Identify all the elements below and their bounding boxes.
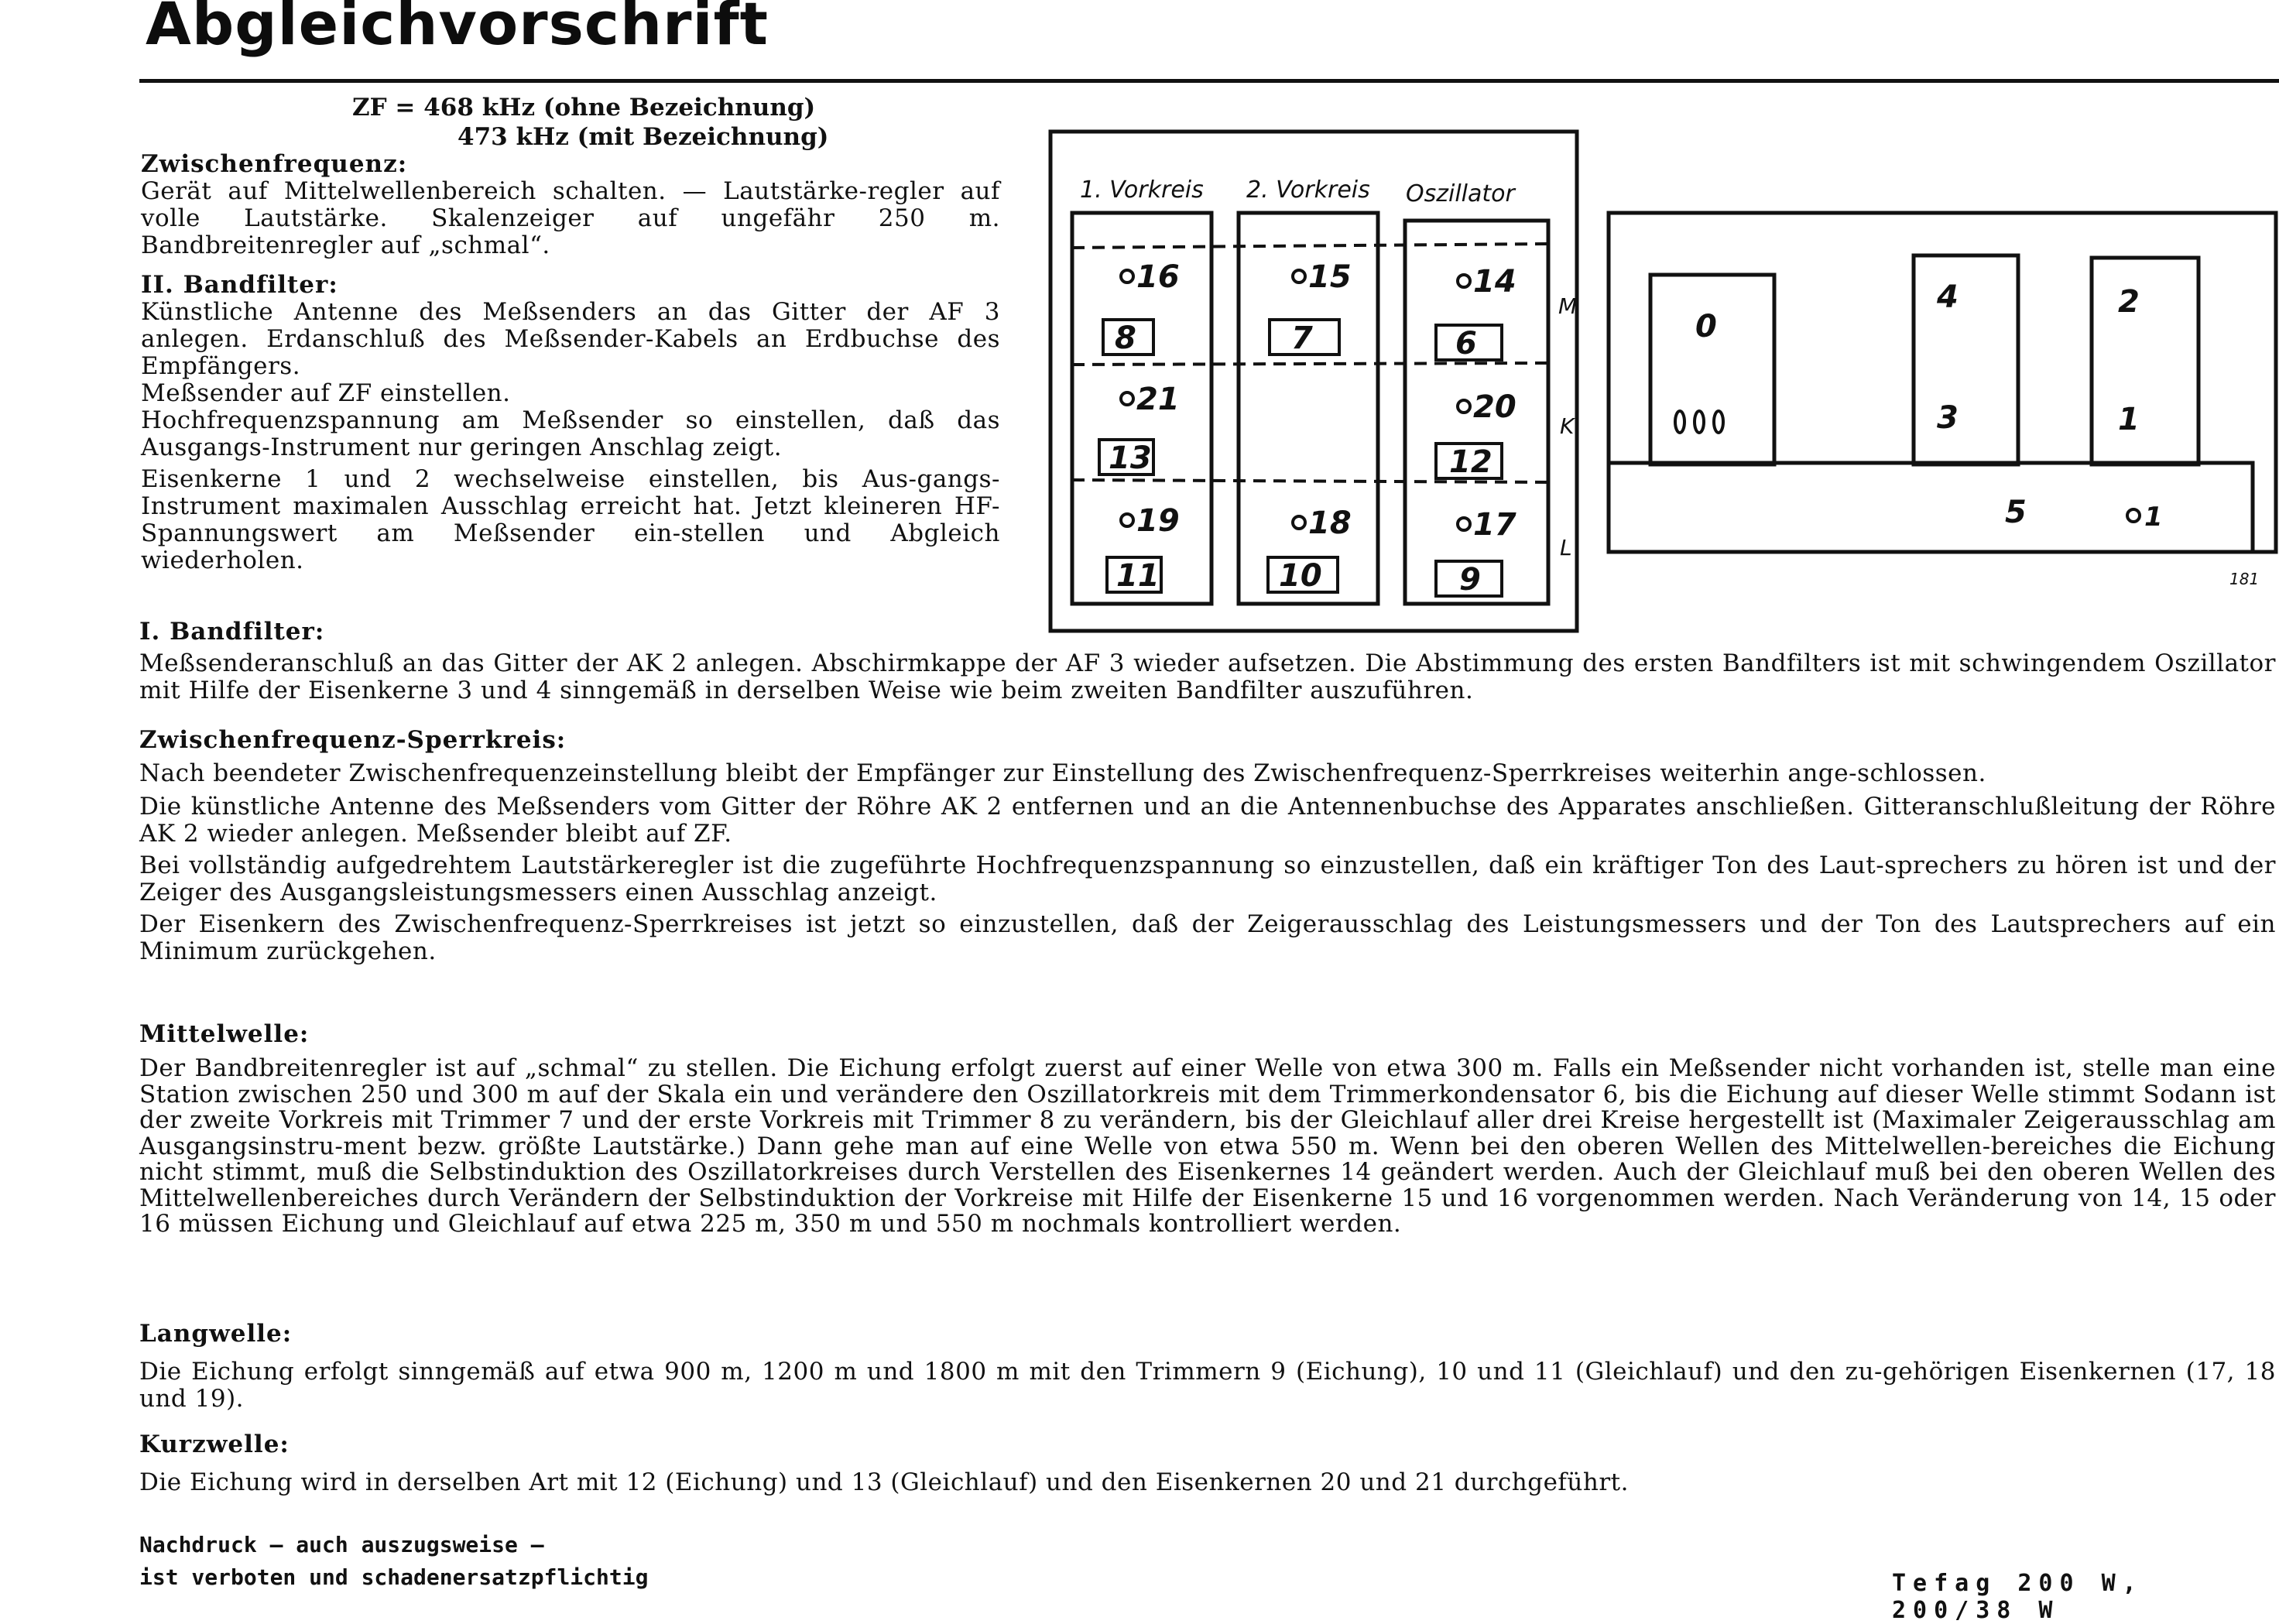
core-label-17: 17 (1473, 507, 1516, 543)
copyright-line-2: ist verboten und schadenersatzpflichtig (139, 1564, 649, 1590)
tube-pin (1714, 411, 1723, 433)
section-heading: Zwischenfrequenz-Sperrkreis: (139, 726, 567, 754)
section-heading: II. Bandfilter: (141, 271, 338, 299)
trimmer-label-7: 7 (1291, 320, 1313, 356)
page-title: Abgleichvorschrift (146, 0, 769, 58)
section-langwelle (139, 1320, 2276, 1413)
chassis-label-1: 1 (2118, 402, 2140, 437)
chassis-outline (1609, 213, 2276, 552)
core-marker (1458, 400, 1470, 413)
band-divider-m (1072, 244, 1548, 248)
trimmer-label-12: 12 (1449, 444, 1492, 480)
column-label-oszillator: Oszillator (1406, 180, 1515, 207)
trimmer-label-6: 6 (1455, 326, 1477, 361)
section-heading: Mittelwelle: (139, 1020, 310, 1048)
chassis-block-0 (1650, 275, 1774, 464)
paragraph: Gerät auf Mittelwellenbereich schalten. — Lautstärke-regler auf volle Lautstärke. Skalenzeiger auf ungefähr 250 m. Bandbreitenregler auf „schmal“. (141, 177, 1000, 259)
band-divider-l (1072, 480, 1548, 482)
band-label-k: K (1560, 413, 1575, 439)
section-bandfilter-2 (141, 271, 1000, 574)
core-marker (1121, 514, 1133, 526)
core-label-19: 19 (1136, 503, 1180, 539)
core-marker (1293, 516, 1305, 529)
chassis-block-2-1 (2092, 258, 2198, 464)
core-label-18: 18 (1308, 505, 1352, 541)
chassis-label-0: 0 (1695, 309, 1717, 344)
chassis-mark: 181 (2229, 570, 2260, 588)
core-marker (1293, 270, 1305, 283)
model-designation: Tefag 200 W, 200/38 W (1892, 1570, 2144, 1624)
tube-pin (1695, 411, 1704, 433)
core-marker (1121, 392, 1133, 405)
trimmer-label-11: 11 (1116, 558, 1160, 594)
band-label-l: L (1560, 535, 1572, 560)
paragraph: Der Bandbreitenregler ist auf „schmal“ zu stellen. Die Eichung erfolgt zuerst auf einer Welle von etwa 300 m. Falls ein Meßsender nicht vorhanden ist, stelle man eine Station zwischen 250 und 300 m auf der Skala ein und verändere den Oszillatorkreis mit dem Trimmerkondensator 6, bis die Eichung auf dieser Welle stimmt Sodann ist der zweite Vorkreis mit Trimmer 7 und der erste Vorkreis mit Trimmer 8 zu verändern, bis der Gleichlauf aller drei Kreise hergestellt ist (Maximaler Zeigerausschlag am Ausgangsinstru-ment bezw. größte Lautstärke.) Dann gehe man auf eine Welle von etwa 550 m. Wenn bei den oberen Wellen des Mittelwellen-bereiches die Eichung nicht stimmt, muß die Selbstinduktion des Oszillatorkreises durch Verstellen des Eisenkernes 14 geändert werden. Auch der Gleichlauf muß bei den oberen Wellen des Mittelwellenbereiches durch Verändern der Selbstinduktion der Vorkreise mit Hilfe der Eisenkerne 15 und 16 vorgenommen werden. Nach Veränderung von 14, 15 oder 16 müssen Eichung und Gleichlauf auf etwa 225 m, 350 m und 550 m nochmals kontrolliert werden. (139, 1054, 2276, 1238)
copyright-line-1: Nachdruck — auch auszugsweise — (139, 1532, 544, 1557)
paragraph: Nach beendeter Zwischenfrequenzeinstellung bleibt der Empfänger zur Einstellung des Zwischenfrequenz-Sperrkreises weiterhin ange-schlossen. (139, 759, 1986, 787)
section-heading: Langwelle: (139, 1320, 293, 1348)
core-label-16: 16 (1136, 259, 1180, 295)
tube-pin (1675, 411, 1684, 433)
core-marker (1458, 275, 1470, 287)
paragraph: Künstliche Antenne des Meßsenders an das Gitter der AF 3 anlegen. Erdanschluß des Meßsender-Kabels an Erdbuchse des Empfängers. (141, 298, 1000, 380)
band-label-m: M (1558, 293, 1578, 319)
paragraph: Eisenkerne 1 und 2 wechselweise einstellen, bis Aus-gangs-Instrument maximalen Ausschlag erreicht hat. Jetzt kleineren HF-Spannungswert am Meßsender ein-stellen und Abgleich wiederholen. (141, 465, 1000, 574)
zf-line-1: ZF = 468 kHz (ohne Bezeichnung) (352, 94, 816, 122)
chassis-label-5: 5 (2005, 495, 2027, 530)
section-sperrkreis (139, 726, 2276, 965)
section-zwischenfrequenz (141, 150, 1000, 259)
paragraph: Meßsenderanschluß an das Gitter der AK 2 anlegen. Abschirmkappe der AF 3 wieder aufsetzen. Die Abstimmung des ersten Bandfilters ist mit schwingendem Oszillator mit Hilfe der Eisenkerne 3 und 4 sinngemäß in derselben Weise wie beim zweiten Bandfilter auszuführen. (139, 649, 2276, 704)
core-marker (1121, 270, 1133, 283)
zf-spec (352, 93, 828, 152)
alignment-diagram (1045, 128, 2279, 642)
chassis-block-4-3 (1914, 255, 2018, 464)
trimmer-label-8: 8 (1115, 320, 1136, 356)
chassis-label-3: 3 (1937, 400, 1959, 436)
paragraph: Die künstliche Antenne des Meßsenders vom Gitter der Röhre AK 2 entfernen und an die Antennenbuchse des Apparates anschließen. Gitteranschlußleitung der Röhre AK 2 wieder anlegen. Meßsender bleibt auf ZF. (139, 793, 2276, 848)
core-marker (1458, 518, 1470, 530)
core-label-20: 20 (1473, 389, 1516, 425)
paragraph: Bei vollständig aufgedrehtem Lautstärkeregler ist die zugeführte Hochfrequenzspannung so einzustellen, daß ein kräftiger Ton des Laut-sprechers zu hören ist und der Zeiger des Ausgangsleistungsmessers einen Ausschlag anzeigt. (139, 851, 2276, 906)
chassis-label-1-lower: 1 (2144, 502, 2163, 533)
column-label-vorkreis-2: 2. Vorkreis (1246, 176, 1370, 204)
paragraph: Die Eichung wird in derselben Art mit 12 (Eichung) und 13 (Gleichlauf) und den Eisenkernen 20 und 21 durchgeführt. (139, 1468, 1629, 1496)
section-heading: Zwischenfrequenz: (141, 150, 408, 178)
column-label-vorkreis-1: 1. Vorkreis (1080, 176, 1204, 204)
trimmer-label-10: 10 (1279, 558, 1322, 594)
core-marker (2127, 509, 2140, 522)
section-kurzwelle (139, 1430, 2276, 1496)
copyright-note (139, 1529, 648, 1594)
trimmer-label-9: 9 (1459, 562, 1481, 598)
section-heading: Kurzwelle: (139, 1430, 290, 1458)
zf-line-2: 473 kHz (mit Bezeichnung) (458, 123, 829, 151)
core-label-14: 14 (1473, 264, 1516, 300)
band-divider-k (1072, 363, 1548, 365)
core-label-15: 15 (1308, 259, 1352, 295)
title-rule (139, 79, 2279, 83)
section-mittelwelle (139, 1020, 2276, 1238)
paragraph: Hochfrequenzspannung am Meßsender so einstellen, daß das Ausgangs-Instrument nur geringen Anschlag zeigt. (141, 406, 1000, 461)
section-heading: I. Bandfilter: (139, 618, 325, 646)
paragraph: Der Eisenkern des Zwischenfrequenz-Sperrkreises ist jetzt so einzustellen, daß der Zeigerausschlag des Leistungsmessers und der Ton des Lautsprechers auf ein Minimum zurückgehen. (139, 910, 2276, 965)
paragraph: Meßsender auf ZF einstellen. (141, 379, 511, 407)
paragraph: Die Eichung erfolgt sinngemäß auf etwa 900 m, 1200 m und 1800 m mit den Trimmern 9 (Eichung), 10 und 11 (Gleichlauf) und den zu-gehörigen Eisenkernen (17, 18 und 19). (139, 1358, 2276, 1413)
chassis-label-2: 2 (2118, 284, 2140, 320)
trimmer-label-13: 13 (1109, 440, 1152, 476)
core-label-21: 21 (1136, 382, 1180, 417)
chassis-label-4: 4 (1937, 279, 1959, 315)
